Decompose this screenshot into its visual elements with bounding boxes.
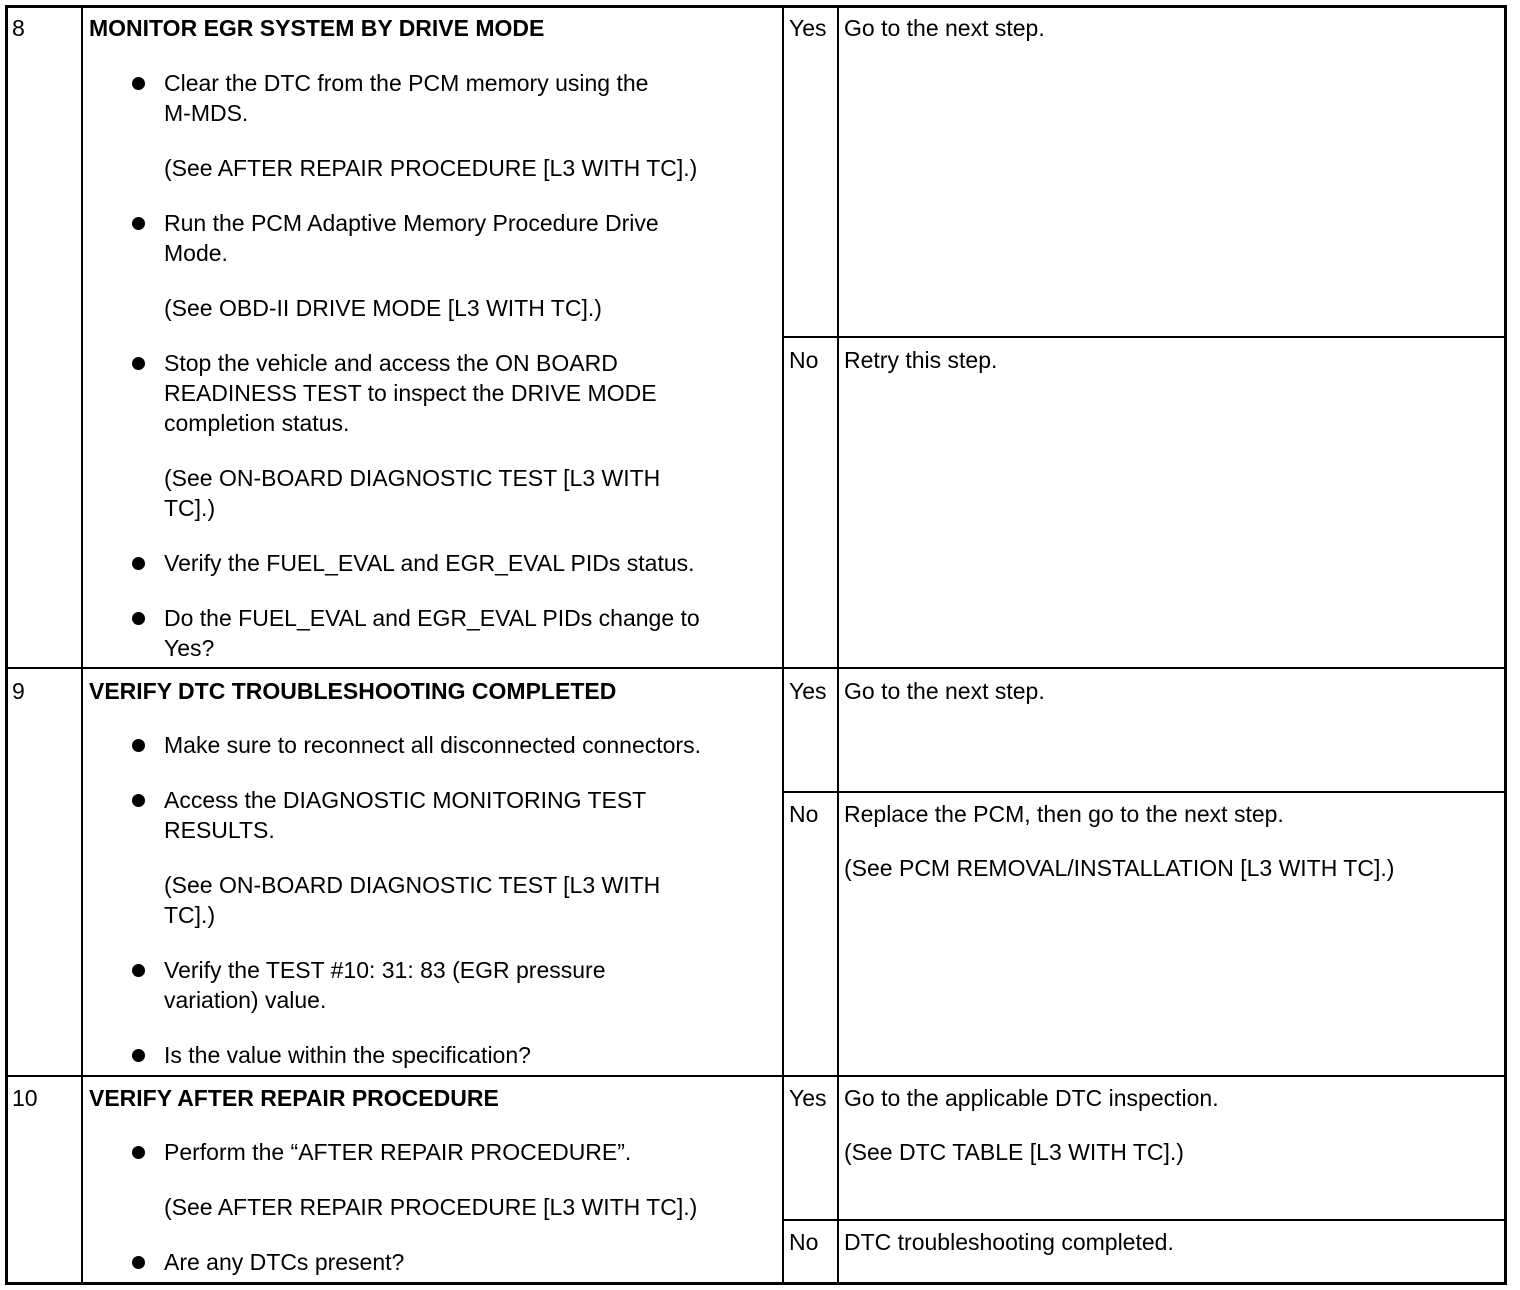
yes-label: Yes	[789, 15, 827, 41]
row-divider	[5, 1075, 1507, 1077]
bullet-text: Stop the vehicle and access the ON BOARD	[164, 350, 618, 376]
column-divider-step	[81, 5, 83, 1285]
yes-no-divider	[782, 336, 1507, 338]
bullet-text: Verify the FUEL_EVAL and EGR_EVAL PIDs status.	[164, 550, 695, 576]
bullet-text: Mode.	[164, 240, 228, 266]
bullet-icon	[132, 1256, 145, 1269]
yes-no-divider	[782, 791, 1507, 793]
no-label: No	[789, 801, 819, 827]
bullet-icon	[132, 612, 145, 625]
yes-reference: (See DTC TABLE [L3 WITH TC].)	[844, 1139, 1184, 1165]
bullet-text: M-MDS.	[164, 100, 249, 126]
bullet-text: variation) value.	[164, 987, 327, 1013]
bullet-text: Is the value within the specification?	[164, 1042, 531, 1068]
no-action: Replace the PCM, then go to the next step.	[844, 801, 1284, 827]
bullet-text: Do the FUEL_EVAL and EGR_EVAL PIDs change to	[164, 605, 700, 631]
bullet-text: Are any DTCs present?	[164, 1249, 405, 1275]
yes-label: Yes	[789, 678, 827, 704]
reference-text: (See ON-BOARD DIAGNOSTIC TEST [L3 WITH	[164, 872, 661, 898]
bullet-text: READINESS TEST to inspect the DRIVE MODE	[164, 380, 657, 406]
step-number: 9	[12, 678, 25, 704]
bullet-text: Make sure to reconnect all disconnected connectors.	[164, 732, 701, 758]
bullet-icon	[132, 357, 145, 370]
step-number: 8	[12, 15, 25, 41]
yes-no-divider	[782, 1219, 1507, 1221]
step-heading: MONITOR EGR SYSTEM BY DRIVE MODE	[89, 15, 545, 41]
no-action: Retry this step.	[844, 347, 998, 373]
yes-action: Go to the next step.	[844, 15, 1045, 41]
no-reference: (See PCM REMOVAL/INSTALLATION [L3 WITH TC].)	[844, 855, 1395, 881]
column-divider-action	[837, 5, 839, 1285]
yes-action: Go to the applicable DTC inspection.	[844, 1085, 1219, 1111]
bullet-text: completion status.	[164, 410, 350, 436]
bullet-icon	[132, 217, 145, 230]
bullet-text: RESULTS.	[164, 817, 275, 843]
no-label: No	[789, 347, 819, 373]
reference-text: TC].)	[164, 495, 216, 521]
bullet-icon	[132, 739, 145, 752]
bullet-icon	[132, 964, 145, 977]
row-divider	[5, 667, 1507, 669]
bullet-text: Verify the TEST #10: 31: 83 (EGR pressure	[164, 957, 606, 983]
step-heading: VERIFY DTC TROUBLESHOOTING COMPLETED	[89, 678, 617, 704]
bullet-text: Yes?	[164, 635, 215, 661]
reference-text: (See AFTER REPAIR PROCEDURE [L3 WITH TC].)	[164, 155, 698, 181]
bullet-text: Clear the DTC from the PCM memory using the	[164, 70, 649, 96]
bullet-icon	[132, 77, 145, 90]
reference-text: (See OBD-II DRIVE MODE [L3 WITH TC].)	[164, 295, 602, 321]
column-divider-result	[782, 5, 784, 1285]
bullet-text: Access the DIAGNOSTIC MONITORING TEST	[164, 787, 647, 813]
bullet-icon	[132, 557, 145, 570]
yes-action: Go to the next step.	[844, 678, 1045, 704]
yes-label: Yes	[789, 1085, 827, 1111]
no-label: No	[789, 1229, 819, 1255]
bullet-icon	[132, 1049, 145, 1062]
bullet-icon	[132, 794, 145, 807]
step-heading: VERIFY AFTER REPAIR PROCEDURE	[89, 1085, 499, 1111]
step-number: 10	[12, 1085, 38, 1111]
reference-text: (See ON-BOARD DIAGNOSTIC TEST [L3 WITH	[164, 465, 661, 491]
bullet-icon	[132, 1146, 145, 1159]
bullet-text: Run the PCM Adaptive Memory Procedure Drive	[164, 210, 659, 236]
no-action: DTC troubleshooting completed.	[844, 1229, 1174, 1255]
reference-text: TC].)	[164, 902, 216, 928]
bullet-text: Perform the “AFTER REPAIR PROCEDURE”.	[164, 1139, 632, 1165]
reference-text: (See AFTER REPAIR PROCEDURE [L3 WITH TC].)	[164, 1194, 698, 1220]
